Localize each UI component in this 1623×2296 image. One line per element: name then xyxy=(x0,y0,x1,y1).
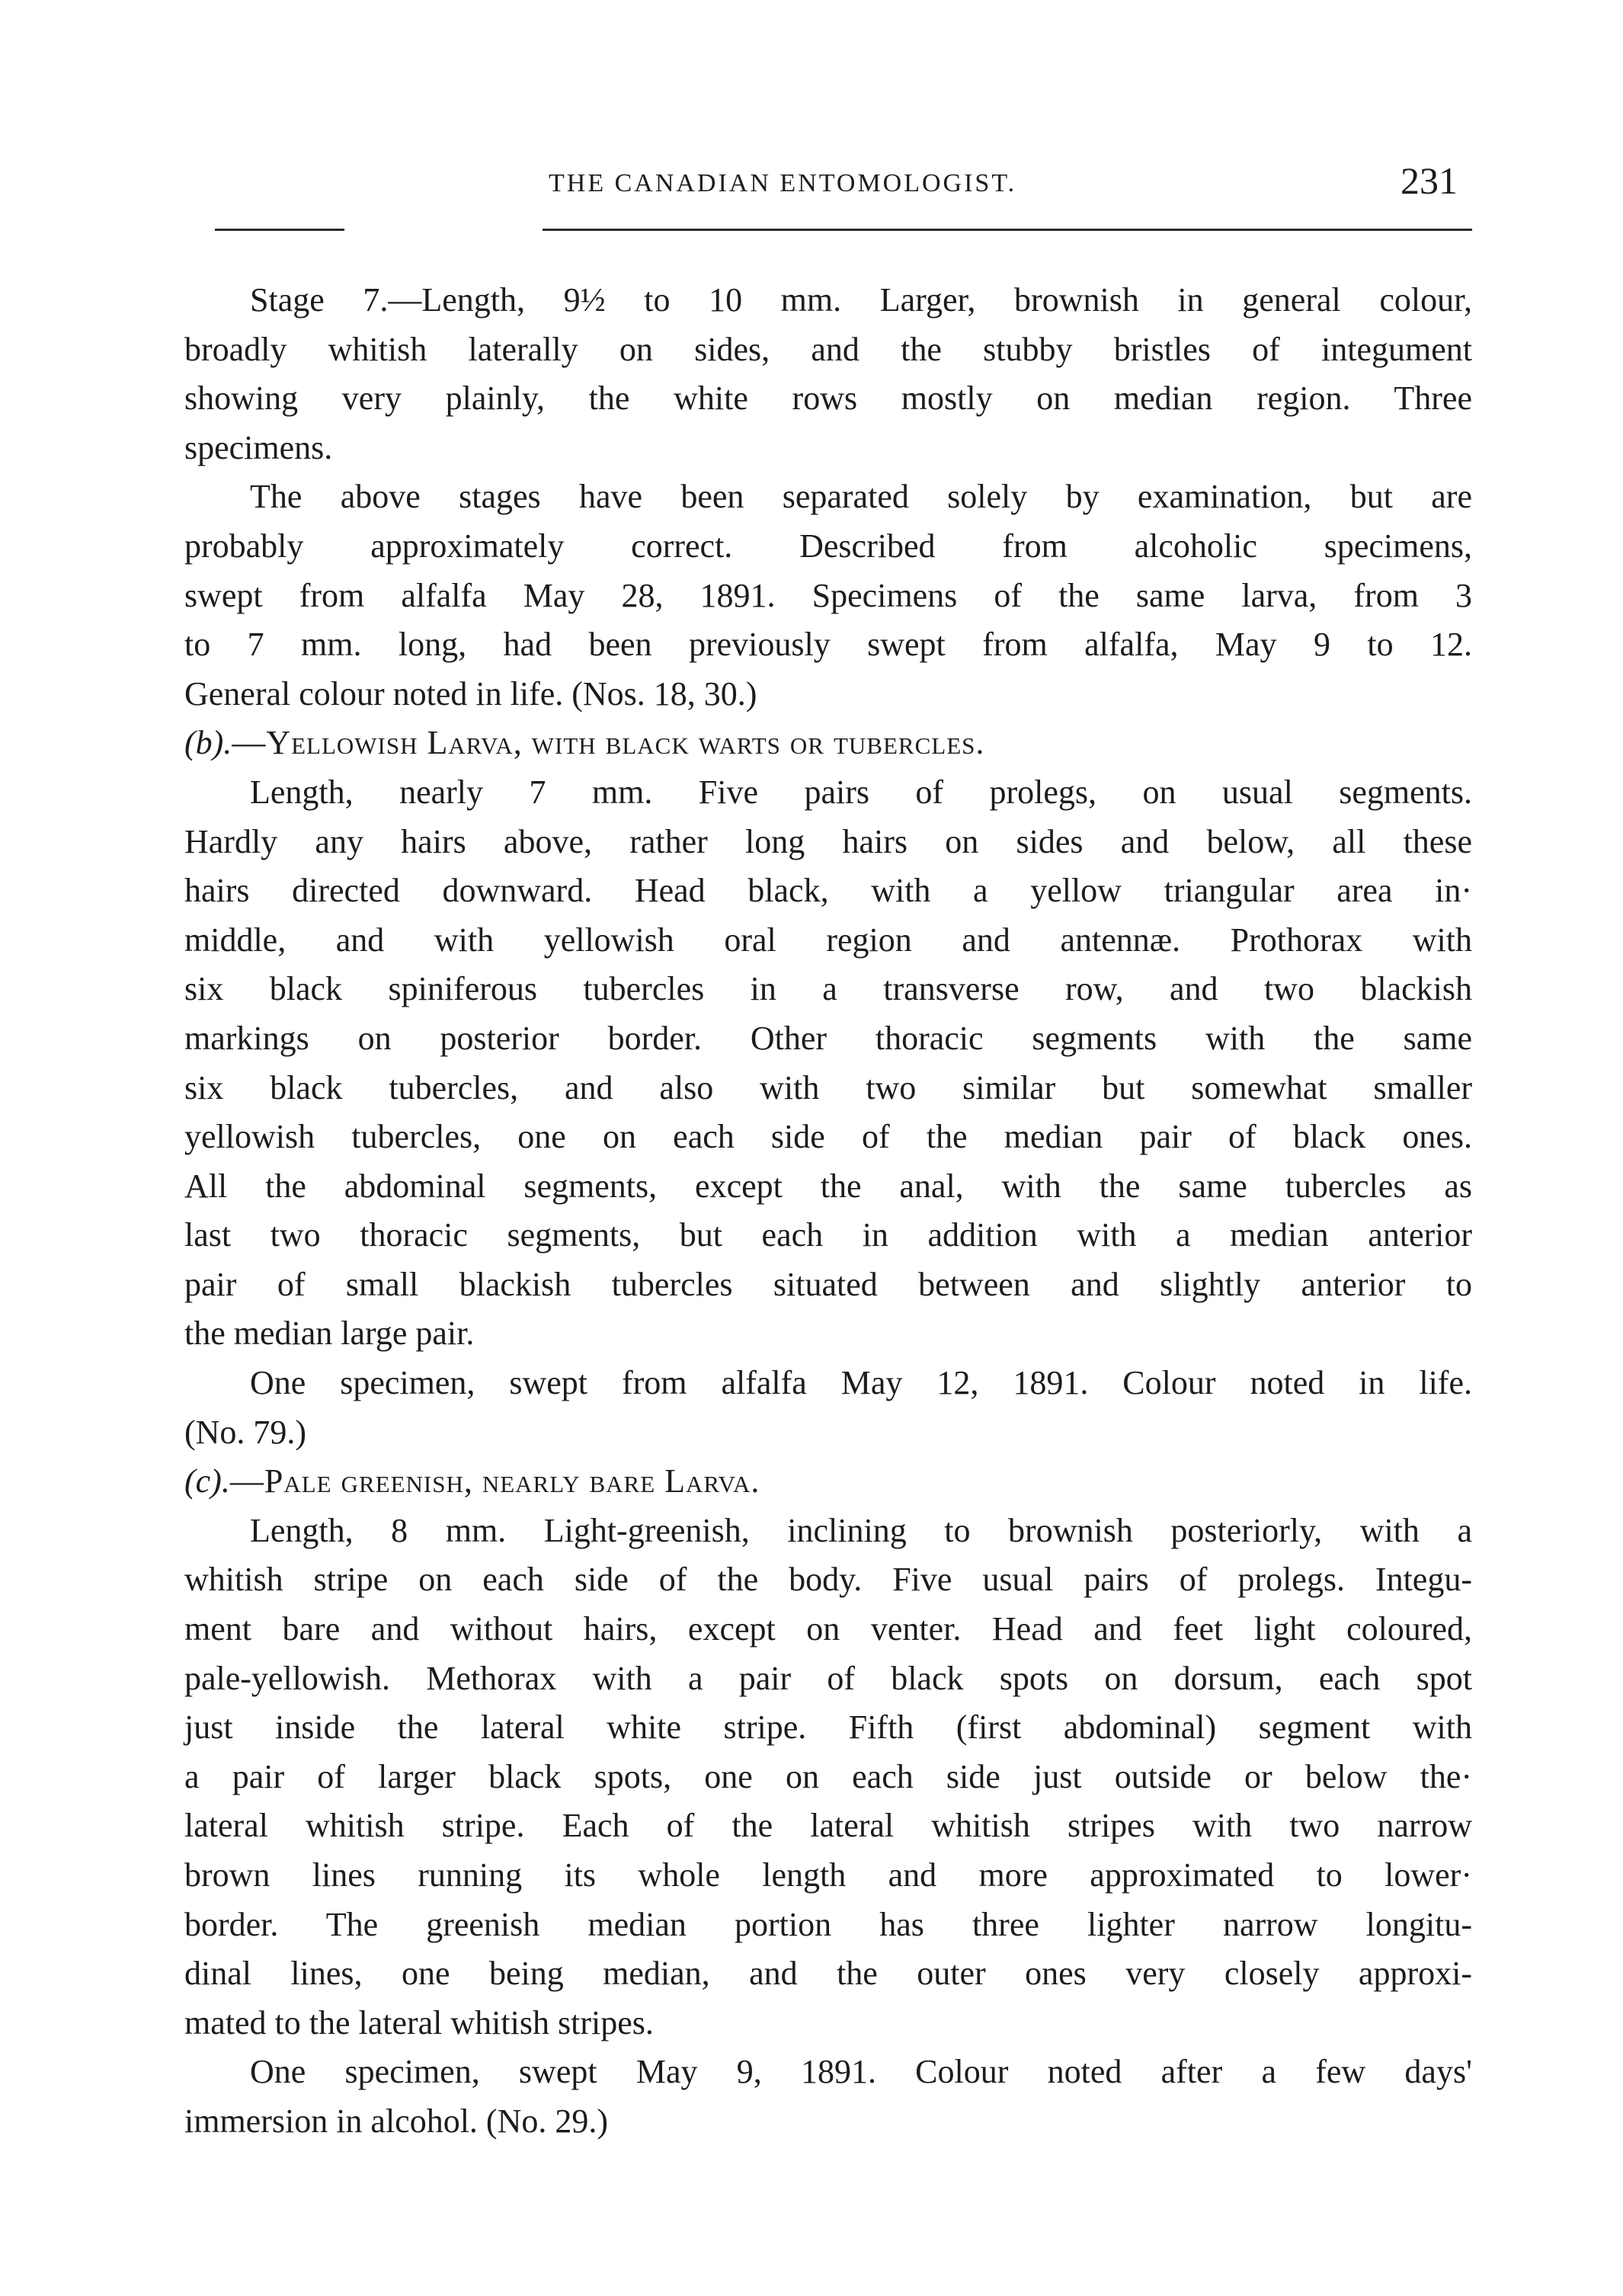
text-line: immersion in alcohol. (No. 29.) xyxy=(184,2102,609,2140)
text-line: Hardly any hairs above, rather long hairs on sides and below, all these xyxy=(184,822,1472,860)
text-line: probably approximately correct. Described from alcoholic specimens, xyxy=(184,527,1472,565)
section-title: —Pale greenish, nearly bare Larva. xyxy=(229,1462,760,1500)
text-line: a pair of larger black spots, one on each side just outside or below the· xyxy=(184,1757,1472,1795)
text-line: border. The greenish median portion has three lighter narrow longitu- xyxy=(184,1905,1472,1943)
text-line: Length, 8 mm. Light-greenish, inclining to brownish posteriorly, with a xyxy=(250,1511,1472,1549)
text-line: to 7 mm. long, had been previously swept from alfalfa, May 9 to 12. xyxy=(184,626,1472,664)
text-line: One specimen, swept May 9, 1891. Colour noted after a few days' xyxy=(250,2053,1472,2091)
paragraph-stages-note xyxy=(184,472,1472,719)
text-line: whitish stripe on each side of the body. Five usual pairs of prolegs. Integu- xyxy=(184,1561,1472,1599)
paragraph-stage-7 xyxy=(184,276,1472,472)
paragraph-pale-greenish-larva xyxy=(184,1507,1472,2048)
text-line: swept from alfalfa May 28, 1891. Specimens of the same larva, from 3 xyxy=(184,576,1472,614)
text-line: middle, and with yellowish oral region and antennæ. Prothorax with xyxy=(184,921,1472,959)
section-label: (b). xyxy=(184,724,232,762)
text-line: hairs directed downward. Head black, with a yellow triangular area in· xyxy=(184,872,1472,910)
section-heading-c xyxy=(184,1457,1472,1507)
text-line: six black spiniferous tubercles in a transverse row, and two blackish xyxy=(184,970,1472,1008)
text-line: just inside the lateral white stripe. Fifth (first abdominal) segment with xyxy=(184,1708,1472,1747)
text-line: last two thoracic segments, but each in addition with a median anterior xyxy=(184,1216,1472,1254)
text-line: General colour noted in life. (Nos. 18, 30.) xyxy=(184,674,757,712)
text-line: ment bare and without hairs, except on venter. Head and feet light coloured, xyxy=(184,1610,1472,1648)
section-title: —Yellowish Larva, with black warts or tubercles. xyxy=(232,724,985,762)
text-line: Stage 7.—Length, 9½ to 10 mm. Larger, brownish in general colour, xyxy=(250,281,1472,319)
text-line: specimens. xyxy=(184,428,333,466)
text-line: showing very plainly, the white rows mostly on median region. Three xyxy=(184,379,1472,418)
page-number: 231 xyxy=(1401,159,1458,202)
text-line: yellowish tubercles, one on each side of the median pair of black ones. xyxy=(184,1118,1472,1156)
body-text xyxy=(184,276,1472,2147)
text-line: All the abdominal segments, except the anal, with the same tubercles as xyxy=(184,1167,1472,1205)
text-line: broadly whitish laterally on sides, and the stubby bristles of integument xyxy=(184,330,1472,368)
text-line: brown lines running its whole length and more approximated to lower· xyxy=(184,1856,1472,1894)
text-line: the median large pair. xyxy=(184,1315,475,1353)
text-line: pale-yellowish. Methorax with a pair of black spots on dorsum, each spot xyxy=(184,1659,1472,1697)
paragraph-yellowish-larva xyxy=(184,768,1472,1359)
text-line: (No. 79.) xyxy=(184,1413,307,1451)
text-line: six black tubercles, and also with two similar but somewhat smaller xyxy=(184,1068,1472,1106)
text-line: pair of small blackish tubercles situated between and slightly anterior to xyxy=(184,1265,1472,1303)
text-line: The above stages have been separated solely by examination, but are xyxy=(250,478,1472,516)
text-line: markings on posterior border. Other thoracic segments with the same xyxy=(184,1019,1472,1057)
text-line: One specimen, swept from alfalfa May 12, 1891. Colour noted in life. xyxy=(250,1364,1472,1402)
header-rule xyxy=(543,229,1472,231)
text-line: mated to the lateral whitish stripes. xyxy=(184,2003,654,2041)
running-title: THE CANADIAN ENTOMOLOGIST. xyxy=(549,169,1017,197)
paragraph-specimen-c xyxy=(184,2048,1472,2146)
text-line: dinal lines, one being median, and the outer ones very closely approxi- xyxy=(184,1955,1472,1993)
section-heading-b xyxy=(184,719,1472,768)
paragraph-specimen-b xyxy=(184,1359,1472,1457)
text-line: lateral whitish stripe. Each of the lateral whitish stripes with two narrow xyxy=(184,1807,1472,1845)
text-line: Length, nearly 7 mm. Five pairs of prolegs, on usual segments. xyxy=(250,773,1472,811)
header-rule-left xyxy=(215,229,344,231)
section-label: (c). xyxy=(184,1462,230,1500)
